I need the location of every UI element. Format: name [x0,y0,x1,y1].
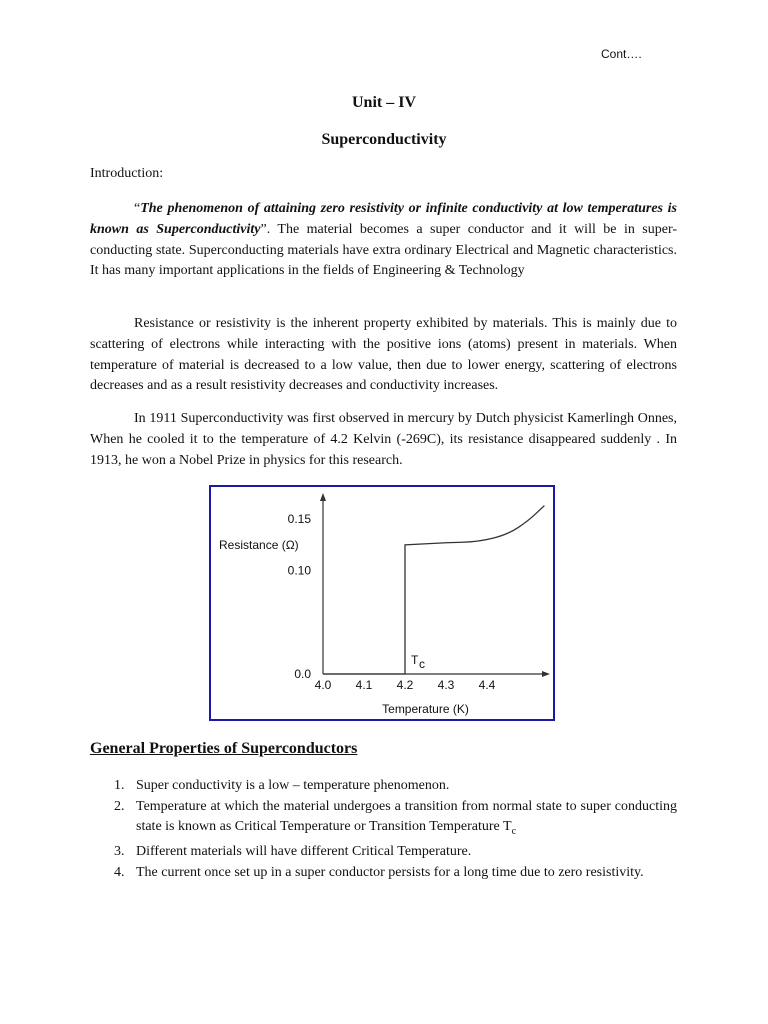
intro-paragraph-rest: ”. The material becomes a super conductor and it will be in super-conducting state. Superconducting materials have extra ordinary Electrical and Magnetic characteristics. It has many important applications in the fields of Engineering & Technology [90,221,677,279]
property-item [90,842,677,863]
property-number: 4. [114,864,125,880]
unit-title: Unit – IV [351,94,416,111]
property-item [90,863,677,884]
resistivity-paragraph [90,314,677,397]
property-number: 2. [114,798,125,814]
x-tick-label: 4.4 [478,678,496,692]
general-properties-list [90,776,677,883]
property-item [90,797,677,843]
property-number: 1. [114,778,125,793]
resistance-curve [323,506,544,674]
y-axis-arrow [320,493,326,501]
y-axis-label: Resistance (Ω) [219,537,299,552]
resistivity-paragraph-text: Resistance or resistivity is the inherent property exhibited by materials. This is mainly due to scattering of electrons while interacting with the positive ions (atoms) present in materials. When temperature of material is decreased to a low value, then due to lower energy, scattering of electrons decreases and as a result resistivity decreases and conductivity increases. [90,316,677,394]
x-axis-arrow [542,671,550,677]
x-tick-label: 4.3 [437,678,455,692]
resistance-temperature-figure [209,485,555,721]
tc-annotation: T [411,653,419,667]
intro-label: Introduction: [90,166,164,181]
quote-open: “ [134,201,141,216]
property-subscript: c [511,825,517,837]
x-tick-label: 4.0 [314,678,332,692]
continuation-note: Cont…. [601,47,642,61]
x-axis-label: Temperature (K) [382,702,469,716]
resistance-temperature-chart [211,487,553,719]
general-properties-heading: General Properties of Superconductors [90,740,358,757]
x-tick-label: 4.1 [355,678,373,692]
x-tick-label: 4.2 [396,678,414,692]
section-title: Superconductivity [321,131,447,148]
property-number: 3. [114,844,125,860]
y-tick-label: 0.10 [287,563,311,578]
property-item [90,776,677,797]
history-paragraph-text: In 1911 Superconductivity was first observed in mercury by Dutch physicist Kamerlingh Onnes, When he cooled it to the temperature of 4.2 Kelvin (-269C), its resistance disappeared suddenly . In 1913, he won a Nobel Prize in physics for this research. [90,411,677,468]
property-text: Temperature at which the material undergoes a transition from normal state to super conducting state is known as Critical Temperature or Transition Temperature T [136,798,677,834]
property-text: Different materials will have different Critical Temperature. [136,844,472,860]
y-tick-label: 0.15 [287,512,311,526]
y-tick-label: 0.0 [294,667,311,681]
property-text: The current once set up in a super conductor persists for a long time due to zero resistivity. [136,864,644,880]
history-paragraph [90,409,677,471]
tc-annotation-subscript: c [419,657,425,671]
property-text: Super conductivity is a low – temperature phenomenon. [136,778,450,793]
intro-paragraph [90,199,677,282]
definition-emphasis: The phenomenon of attaining zero resistivity or infinite conductivity at low temperatures is known as Superconductivity [90,201,677,237]
